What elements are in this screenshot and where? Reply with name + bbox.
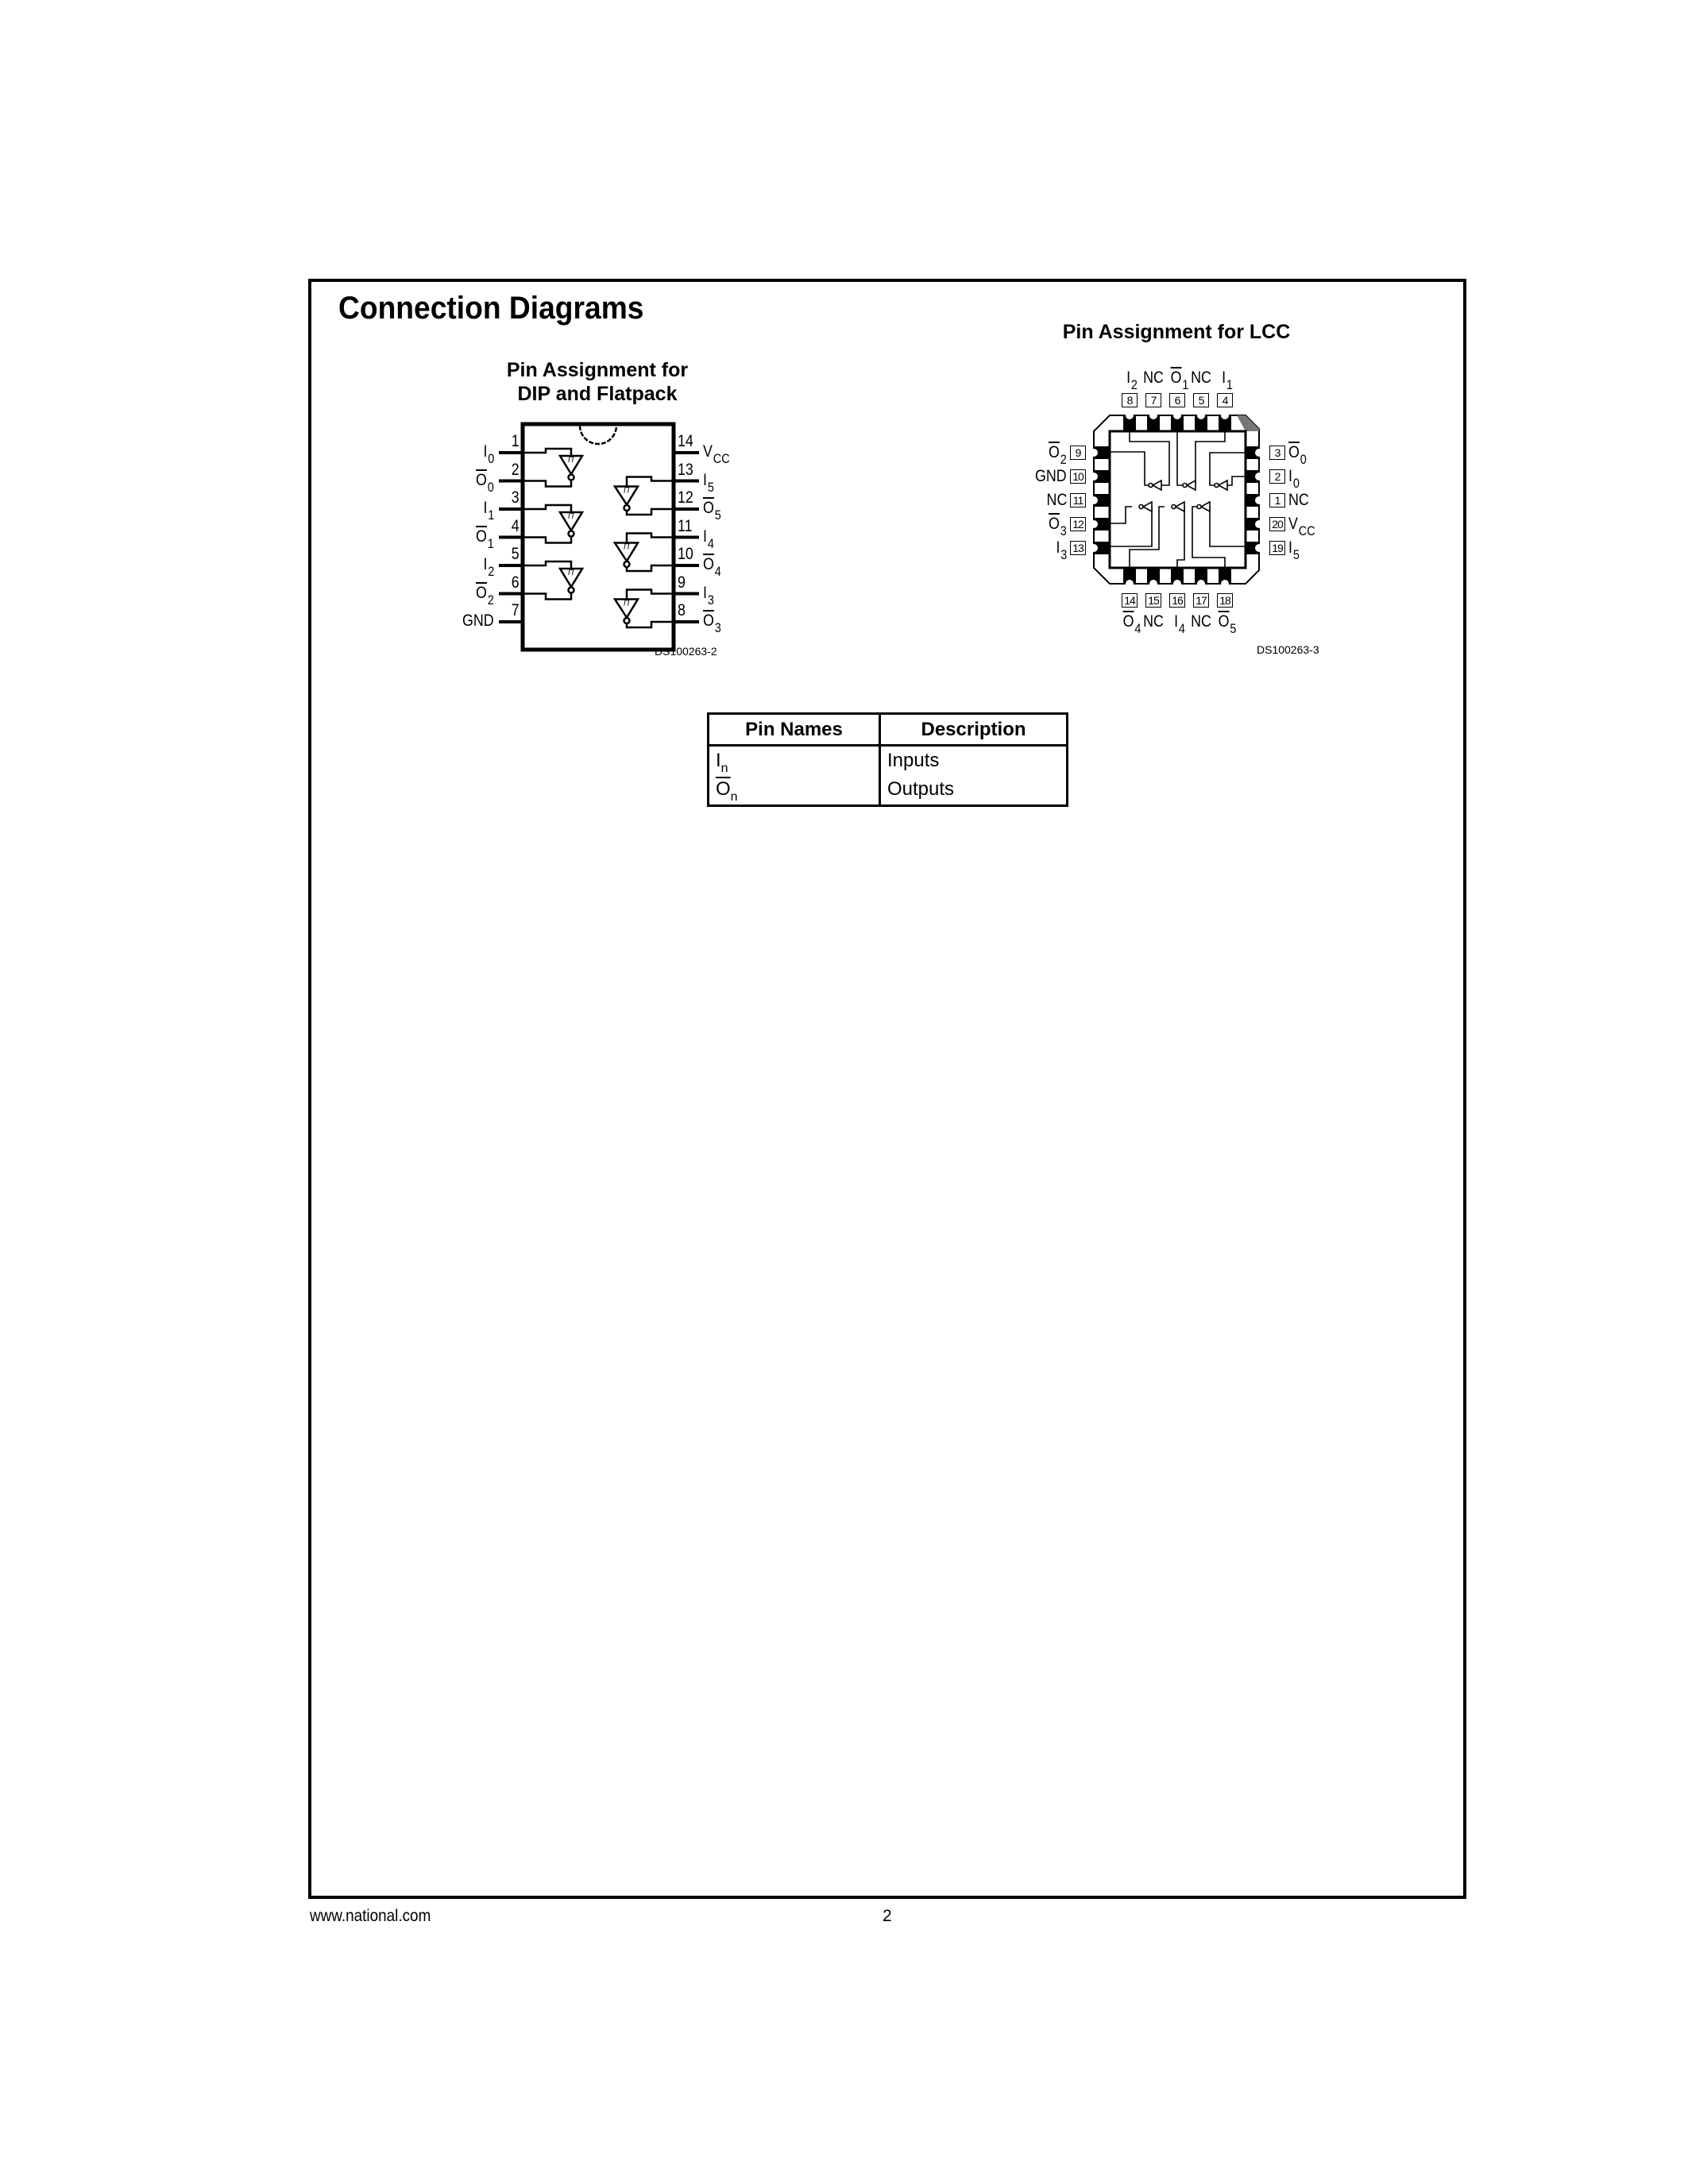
pin-signal-name: $\overline{O}$ <box>703 612 714 630</box>
pin-signal-name: I <box>483 555 488 573</box>
lcc-contact-pad <box>1195 411 1207 431</box>
pin-signal-subscript: 5 <box>1230 621 1237 636</box>
pin-signal-subscript: 4 <box>714 564 721 579</box>
pin-number: 7 <box>512 601 520 619</box>
pin-name-cell <box>709 746 880 776</box>
pin-signal-subscript: 5 <box>707 479 714 495</box>
lcc-contact-pad <box>1246 470 1263 483</box>
pin-label <box>703 470 714 495</box>
gate-input-trace <box>627 590 674 600</box>
lcc-figure-id: DS100263-3 <box>1257 643 1319 656</box>
pin-signal-name: NC <box>1046 491 1067 509</box>
lcc-contact-pad <box>1090 518 1110 531</box>
pin-label <box>1174 612 1185 636</box>
pin-number-box: 17 <box>1193 593 1209 608</box>
pin-names-table <box>707 712 1068 807</box>
page-number: 2 <box>883 1907 892 1925</box>
pin-signal-name: I <box>1174 612 1179 631</box>
pin-number: 4 <box>512 516 520 535</box>
pin-signal-name: NC <box>1143 612 1164 631</box>
pin-signal-name: GND <box>462 612 494 630</box>
pin-signal-subscript: 3 <box>1060 547 1067 562</box>
schmitt-inverter-gate <box>615 487 638 511</box>
pin-signal-subscript: 2 <box>1060 452 1067 467</box>
lcc-contact-pad <box>1246 518 1263 531</box>
pin-name-subscript: n <box>720 762 728 775</box>
pin-label <box>483 442 494 466</box>
dip-package-diagram <box>499 424 699 650</box>
pin-label <box>462 612 494 629</box>
pin-number-box: 19 <box>1269 541 1285 555</box>
pin-number-box: 8 <box>1122 393 1138 407</box>
pin-signal-name: I <box>703 583 707 602</box>
pin-number-box: 3 <box>1269 446 1285 460</box>
pin-signal-name: I <box>703 527 707 546</box>
pin-signal-name: $\overline{O}$ <box>1049 443 1060 461</box>
pin-signal-subscript: 4 <box>1134 621 1141 636</box>
pin-label <box>476 527 494 551</box>
pin-signal-subscript: 3 <box>714 620 721 635</box>
pin-number-box: 16 <box>1169 593 1185 608</box>
pin-number-box: 20 <box>1269 517 1285 531</box>
pin-name: I <box>716 750 721 771</box>
pin-signal-name: $\overline{O}$ <box>1288 443 1300 461</box>
pin-signal-subscript: CC <box>713 451 730 466</box>
pin-signal-subscript: 5 <box>1292 547 1300 562</box>
pin-signal-name: NC <box>1191 369 1211 387</box>
hysteresis-symbol: Π <box>568 569 574 577</box>
table-row <box>709 775 1068 805</box>
pin-label <box>476 583 494 608</box>
pin-number: 9 <box>678 573 686 592</box>
pin-signal-name: NC <box>1143 369 1164 387</box>
pin-signal-name: $\overline{O}$ <box>703 499 714 517</box>
pin-label <box>1191 613 1211 630</box>
pin-signal-subscript: 0 <box>1292 476 1300 491</box>
pin-label <box>1143 613 1164 630</box>
schmitt-inverter-gate <box>615 543 638 568</box>
pin-signal-name: $\overline{O}$ <box>476 583 488 602</box>
pin-number-box: 13 <box>1070 541 1086 555</box>
pin-label <box>1288 492 1309 508</box>
pin-label <box>1049 443 1067 467</box>
gate-output-trace <box>627 622 674 627</box>
pin-number-box: 9 <box>1070 446 1086 460</box>
pin-label <box>1218 612 1237 636</box>
pin-signal-name: $\overline{O}$ <box>476 527 488 546</box>
lcc-contact-pad <box>1219 568 1231 588</box>
pin-signal-subscript: 0 <box>1300 452 1307 467</box>
pin-number: 2 <box>512 460 520 479</box>
pin-signal-subscript: 0 <box>487 479 494 495</box>
description-cell: Outputs <box>880 775 1068 805</box>
hysteresis-symbol: Π <box>624 599 630 608</box>
lcc-contact-pad <box>1090 494 1110 507</box>
pin-label <box>703 583 714 608</box>
pin-label <box>1035 468 1067 484</box>
pin-signal-subscript: 2 <box>487 564 494 579</box>
pin-signal-name: I <box>1288 538 1292 557</box>
gate-input-trace <box>523 505 571 512</box>
table-header-row <box>709 714 1068 746</box>
pin-signal-name: NC <box>1288 491 1309 509</box>
pin-signal-subscript: 5 <box>714 507 721 523</box>
pin-signal-name: I <box>1056 538 1060 557</box>
lcc-package-diagram <box>1090 411 1263 588</box>
pin-signal-subscript: 4 <box>1178 621 1185 636</box>
lcc-contact-pad <box>1246 542 1263 554</box>
gate-output-trace <box>523 593 571 600</box>
pin-signal-name: I <box>1222 369 1226 387</box>
pin-signal-subscript: 1 <box>487 535 494 551</box>
pin-signal-subscript: 3 <box>707 592 714 608</box>
schmitt-inverter-gate <box>560 512 582 537</box>
schmitt-inverter-gate <box>560 456 582 480</box>
gate-output-trace <box>627 509 674 515</box>
gate-output-trace <box>627 565 674 571</box>
inverter-bubble <box>624 561 630 567</box>
pin-name: $\overline{O}$ <box>716 778 731 801</box>
gate-output-trace <box>523 480 571 487</box>
pin-label <box>1288 538 1300 562</box>
pin-signal-name: $\overline{O}$ <box>1049 515 1060 533</box>
pin-signal-name: I <box>1126 369 1131 387</box>
pin-number-box: 15 <box>1145 593 1161 608</box>
pin-signal-name: I <box>483 442 488 461</box>
pin-label <box>476 470 494 495</box>
inverter-bubble <box>569 475 574 480</box>
pin-number-box: 6 <box>1169 393 1185 407</box>
pin-number-box: 11 <box>1070 493 1086 507</box>
pin-number-box: 18 <box>1217 593 1233 608</box>
pin-name-subscript: n <box>730 790 738 805</box>
gate-input-trace <box>523 449 571 456</box>
pin-number-box: 10 <box>1070 469 1086 484</box>
pin-number: 11 <box>678 516 693 535</box>
pin-number-box: 12 <box>1070 517 1086 531</box>
pin-number-box: 2 <box>1269 469 1285 484</box>
pin-label <box>1288 467 1300 491</box>
pin-number: 14 <box>678 432 693 450</box>
hysteresis-symbol: Π <box>624 486 630 496</box>
lcc-contact-pad <box>1246 494 1263 507</box>
pin-number: 1 <box>512 432 520 450</box>
lcc-contact-pad <box>1171 568 1184 588</box>
gate-input-trace <box>627 534 674 543</box>
gate-input-trace <box>523 561 571 569</box>
gate-output-trace <box>523 537 571 543</box>
pin-number: 10 <box>678 545 693 563</box>
dip-orientation-notch <box>580 426 616 444</box>
pin-number: 13 <box>678 460 693 479</box>
pin-signal-subscript: 1 <box>1226 377 1233 392</box>
pin-signal-subscript: 3 <box>1060 523 1067 538</box>
inverter-bubble <box>624 618 630 623</box>
pin-label <box>703 527 714 551</box>
dip-heading-line1: Pin Assignment for <box>506 359 689 381</box>
pin-label <box>1222 369 1233 392</box>
header-pin-names: Pin Names <box>709 714 880 746</box>
pin-signal-name: NC <box>1191 612 1211 631</box>
lcc-contact-pad <box>1147 411 1160 431</box>
lcc-contact-pad <box>1171 411 1184 431</box>
pin-signal-name: $\overline{O}$ <box>1218 612 1230 631</box>
lcc-contact-pad <box>1147 568 1160 588</box>
dip-heading-line2: DIP and Flatpack <box>517 383 678 405</box>
pin-number-box: 14 <box>1122 593 1138 608</box>
pin-label <box>1288 515 1315 538</box>
pin-signal-name: $\overline{O}$ <box>1170 369 1182 387</box>
pin-label <box>1143 369 1164 386</box>
pin-signal-name: I <box>703 470 707 489</box>
pin-number: 8 <box>678 601 686 619</box>
hysteresis-symbol: Π <box>624 542 630 552</box>
pin-number: 5 <box>512 545 520 563</box>
pin-label <box>703 555 721 579</box>
pin-label <box>1191 369 1211 386</box>
pin-label <box>483 555 494 579</box>
pin-label <box>483 499 494 523</box>
pin-signal-name: I <box>483 499 488 517</box>
dip-figure-id: DS100263-2 <box>655 645 717 658</box>
pin-label <box>703 499 721 523</box>
pin-signal-subscript: 1 <box>487 507 494 523</box>
pin-signal-name: $\overline{O}$ <box>1122 612 1134 631</box>
pin-signal-subscript: 2 <box>487 592 494 608</box>
pin-label <box>1049 515 1067 538</box>
lcc-contact-pad <box>1123 568 1136 588</box>
page-title: Connection Diagrams <box>338 291 644 326</box>
lcc-contact-pad <box>1246 446 1263 459</box>
pin-number-box: 7 <box>1145 393 1161 407</box>
pin-signal-name: $\overline{O}$ <box>703 555 714 573</box>
footer-website-link[interactable]: www.national.com <box>310 1907 431 1925</box>
pin-number-box: 4 <box>1217 393 1233 407</box>
pin-number-box: 5 <box>1193 393 1209 407</box>
pin-label <box>1046 492 1067 508</box>
pin-number: 12 <box>678 488 693 507</box>
pin-label <box>1170 369 1189 392</box>
schmitt-inverter-gate <box>560 569 582 593</box>
lcc-contact-pad <box>1090 470 1110 483</box>
pin-signal-subscript: 4 <box>707 535 714 551</box>
lcc-package-outline <box>1094 415 1259 584</box>
pin-number: 6 <box>512 573 520 592</box>
lcc-contact-pad <box>1195 568 1207 588</box>
header-description: Description <box>880 714 1068 746</box>
gate-input-trace <box>627 477 674 487</box>
hysteresis-symbol: Π <box>568 456 574 465</box>
pin-label <box>703 442 730 466</box>
pin-signal-name: GND <box>1035 467 1067 485</box>
schmitt-inverter-gate <box>615 600 638 624</box>
hysteresis-symbol: Π <box>568 512 574 521</box>
lcc-contact-pad <box>1090 446 1110 459</box>
table-row <box>709 746 1068 776</box>
inverter-bubble <box>569 588 574 593</box>
pin-signal-name: I <box>1288 467 1292 485</box>
lcc-contact-pad <box>1090 542 1110 554</box>
pin-label <box>1126 369 1138 392</box>
description-cell: Inputs <box>880 746 1068 776</box>
pin-signal-subscript: CC <box>1298 523 1315 538</box>
pin-number: 3 <box>512 488 520 507</box>
pin-signal-subscript: 1 <box>1182 377 1189 392</box>
inverter-bubble <box>624 505 630 511</box>
pin-label <box>1288 443 1307 467</box>
inverter-bubble <box>569 531 574 537</box>
pin-signal-name: $\overline{O}$ <box>476 470 488 489</box>
lcc-heading: Pin Assignment for LCC <box>1062 321 1291 343</box>
pin-signal-name: V <box>703 442 713 461</box>
pin-signal-subscript: 0 <box>487 451 494 466</box>
pin-label <box>1122 612 1141 636</box>
pin-signal-name: V <box>1288 515 1298 533</box>
lcc-contact-pad <box>1219 411 1231 431</box>
pin-signal-subscript: 2 <box>1130 377 1138 392</box>
pin-name-cell <box>709 775 880 805</box>
lcc-contact-pad <box>1123 411 1136 431</box>
pin-label <box>1056 538 1067 562</box>
pin-number-box: 1 <box>1269 493 1285 507</box>
pin-label <box>703 612 721 635</box>
